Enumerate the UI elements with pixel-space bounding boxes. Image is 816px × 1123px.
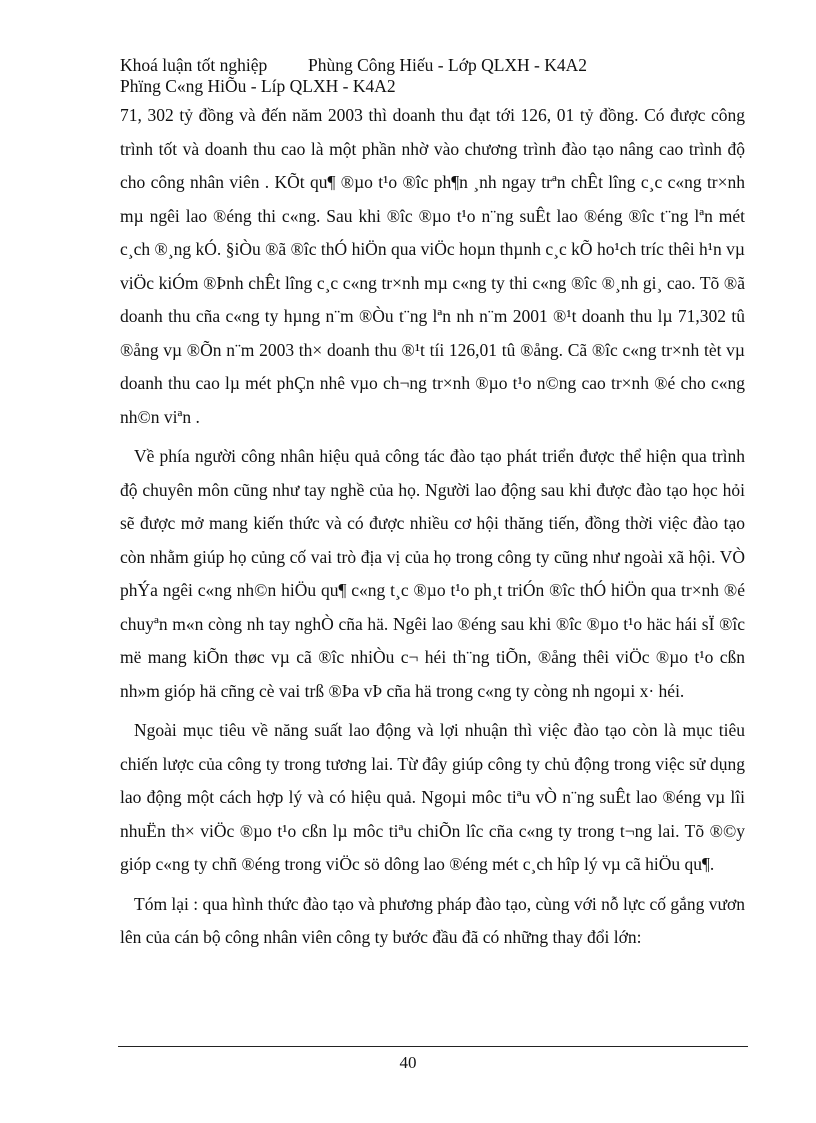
header-doc-type: Khoá luận tốt nghiệp bbox=[120, 55, 268, 75]
running-header-garbled: Phïng C«ng HiÕu - Líp QLXH - K4A2 bbox=[120, 76, 396, 96]
footer-rule bbox=[118, 1046, 748, 1047]
body-text bbox=[120, 99, 745, 955]
running-header bbox=[120, 54, 760, 76]
paragraph-results-revenue: 71, 302 tỷ đồng và đến năm 2003 thì doanh thu đạt tới 126, 01 tỷ đồng. Có được công trình tốt và doanh thu cao là một phần nhờ vào chương trình đào tạo nâng cao trình độ cho công nhân viên . KÕt qu¶ ®µo t¹o ®îc ph¶n ¸nh ngay trªn chÊt lîng c¸c c«ng tr×nh mµ ngêi lao ®éng thi c«ng. Sau khi ®îc ®µo t¹o n¨ng suÊt lao ®éng ®îc t¨ng lªn mét c¸ch ®¸ng kÓ. §iÒu ®ã ®îc thÓ hiÖn qua viÖc hoµn thµnh c¸c kÕ ho¹ch tríc thêi h¹n vµ viÖc kiÓm ®Þnh chÊt lîng c¸c c«ng tr×nh mµ c«ng ty thi c«ng ®îc ®¸nh gi¸ cao. Tõ ®ã doanh thu cña c«ng ty hµng n¨m ®Òu t¨ng lªn nh n¨m 2001 ®¹t doanh thu lµ 71,302 tû ®ång vµ ®Õn n¨m 2003 th× doanh thu ®¹t tíi 126,01 tû ®ång. Cã ®îc c«ng tr×nh tèt vµ doanh thu cao lµ mét phÇn nhê vµo ch¬ng tr×nh ®µo t¹o n©ng cao tr×nh ®é cho c«ng nh©n viªn . bbox=[120, 105, 745, 427]
paragraph-worker-benefits: Về phía người công nhân hiệu quả công tác đào tạo phát triển được thể hiện qua trình độ chuyên môn cũng như tay nghề của họ. Người lao động sau khi được đào tạo học hỏi sẽ được mở mang kiến thức và có được nhiều cơ hội thăng tiến, đồng thời việc đào tạo còn nhằm giúp họ củng cố vai trò địa vị của họ trong công ty cũng như ngoài xã hội. VÒ phÝa ngêi c«ng nh©n hiÖu qu¶ c«ng t¸c ®µo t¹o ph¸t triÓn ®îc thÓ hiÖn qua tr×nh ®é chuyªn m«n còng nh tay nghÒ cña hä. Ngêi lao ®éng sau khi ®îc ®µo t¹o häc hái sÏ ®îc më mang kiÕn thøc vµ cã ®îc nhiÒu c¬ héi th¨ng tiÕn, ®ång thêi viÖc ®µo t¹o cßn nh»m gióp hä cñng cè vai trß ®Þa vÞ cña hä trong c«ng ty còng nh ngoµi x· héi. bbox=[120, 446, 745, 701]
header-author: Phùng Công Hiếu - Lớp QLXH - K4A2 bbox=[308, 55, 588, 75]
page-number: 40 bbox=[399, 1053, 417, 1072]
paragraph-summary: Tóm lại : qua hình thức đào tạo và phương pháp đào tạo, cùng với nỗ lực cố gắng vươn lên của cán bộ công nhân viên công ty bước đầu đã có những thay đổi lớn: bbox=[120, 893, 745, 947]
paragraph-strategic-goals: Ngoài mục tiêu về năng suất lao động và lợi nhuận thì việc đào tạo còn là mục tiêu chiến lược của công ty trong tương lai. Từ đây giúp công ty chủ động trong việc sử dụng lao động một cách hợp lý và có hiệu quả. Ngoµi môc tiªu vÒ n¨ng suÊt lao ®éng vµ lîi nhuËn th× viÖc ®µo t¹o cßn lµ môc tiªu chiÕn lîc cña c«ng ty trong t¬ng lai. Tõ ®©y gióp c«ng ty chñ ®éng trong viÖc sö dông lao ®éng mét c¸ch hîp lý vµ cã hiÖu qu¶. bbox=[120, 720, 745, 874]
